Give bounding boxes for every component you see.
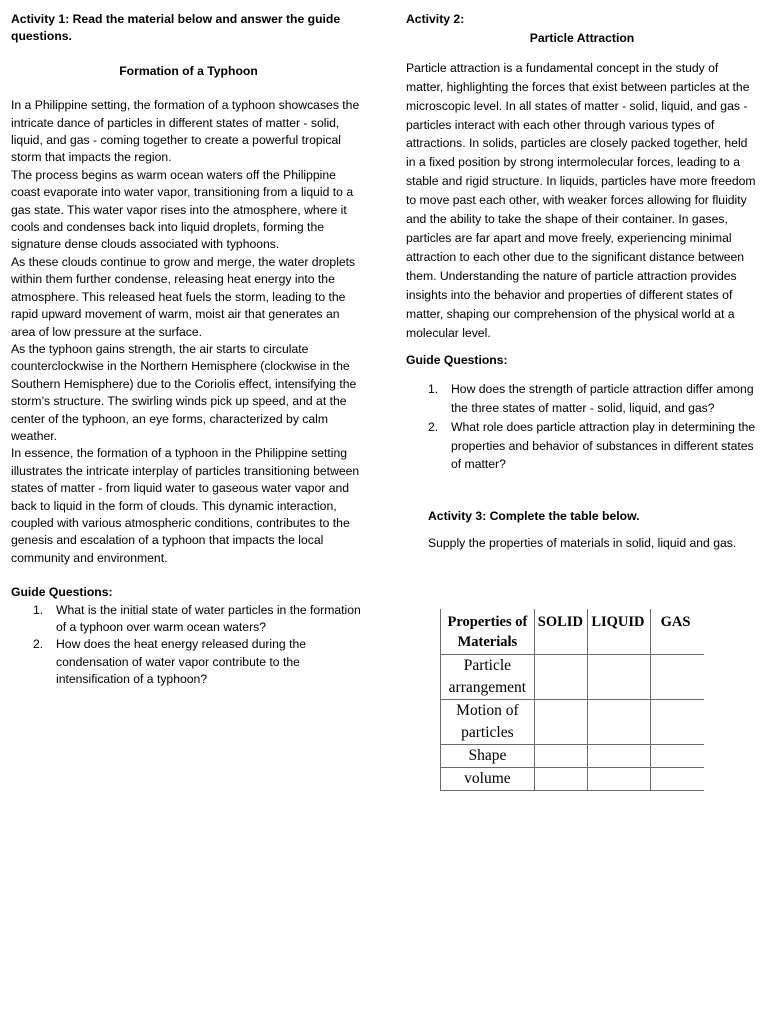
- question-number: 1.: [33, 602, 44, 617]
- question-number: 2.: [33, 637, 44, 652]
- activity1-reading-text: [11, 97, 366, 567]
- activity1-heading: Activity 1: Read the material below and answer the guide questions.: [11, 12, 341, 44]
- guide-question-item: [406, 380, 758, 418]
- liquid-cell[interactable]: [588, 655, 650, 700]
- solid-cell[interactable]: [534, 745, 588, 768]
- question-number: 1.: [428, 381, 439, 396]
- properties-table-wrapper: [440, 609, 704, 791]
- activity2-title: Particle Attraction: [529, 31, 635, 46]
- activity2-column: [406, 11, 758, 552]
- header-properties-of-materials: Properties of Materials: [441, 609, 535, 655]
- activity1-guide-questions-list: [11, 602, 366, 689]
- question-text: How does the heat energy released during the condensation of water vapor contribute to the intensification of a typhoon?: [56, 637, 307, 687]
- row-label: Particle arrangement: [441, 655, 535, 700]
- activity2-guide-questions-heading: Guide Questions:: [406, 353, 508, 368]
- activity1-paragraph: In essence, the formation of a typhoon in the Philippine setting illustrates the intricate interplay of particles transitioning between states of matter - from liquid water to gaseous water vapor and back to liquid in the form of clouds. This dynamic interaction, coupled with various atmospheric conditions, contributes to the genesis and escalation of a typhoon that impacts the local community and environment.: [11, 446, 360, 565]
- activity1-guide-questions-heading: Guide Questions:: [11, 585, 113, 600]
- activity1-column: [11, 11, 366, 689]
- question-text: How does the strength of particle attraction differ among the three states of matter - solid, liquid, and gas?: [451, 381, 754, 415]
- table-row: [441, 745, 705, 768]
- row-label: Shape: [441, 745, 535, 768]
- activity1-paragraph: In a Philippine setting, the formation of a typhoon showcases the intricate dance of particles in different states of matter - solid, liquid, and gas - coming together to create a powerful tropical storm that impacts the region.: [11, 98, 360, 165]
- activity1-paragraph: As the typhoon gains strength, the air starts to circulate counterclockwise in the Northern Hemisphere (clockwise in the Southern Hemisphere) due to the Coriolis effect, intensifying the storm’s structure. The swirling winds pick up speed, and at the center of the typhoon, an eye forms, characterized by calm weather.: [11, 341, 357, 443]
- liquid-cell[interactable]: [588, 768, 650, 791]
- table-row: [441, 655, 705, 700]
- table-row: [441, 768, 705, 791]
- solid-cell[interactable]: [534, 768, 588, 791]
- question-text: What role does particle attraction play in determining the properties and behavior of substances in different states of matter?: [451, 419, 756, 472]
- liquid-cell[interactable]: [588, 745, 650, 768]
- table-row: [441, 700, 705, 745]
- activity1-paragraph: The process begins as warm ocean waters off the Philippine coast evaporate into water vapor, transitioning from a liquid to a gas state. This water vapor rises into the atmosphere, where it cools and condenses back into liquid droplets, forming the signature dense clouds associated with typhoons.: [11, 167, 354, 252]
- activity2-reading-text: Particle attraction is a fundamental concept in the study of matter, highlighting the forces that exist between particles at the microscopic level. In all states of matter - solid, liquid, and gas - particles interact with each other through various types of attractions. In solids, particles are closely packed together, held in a fixed position by strong intermolecular forces, leading to a stable and rigid structure. In liquids, particles have more freedom to move past each other, with weaker forces allowing for fluidity and the ability to take the shape of their container. In gases, particles are far apart and move freely, experiencing minimal attraction to each other due to the significant distance between them. Understanding the nature of particle attraction provides insights into the behavior and properties of different states of matter, shaping our comprehension of the physical world at a molecular level.: [406, 60, 756, 340]
- question-text: What is the initial state of water particles in the formation of a typhoon over warm ocean waters?: [56, 602, 361, 634]
- table-header-row: [441, 609, 705, 655]
- activity3-heading: Activity 3: Complete the table below.: [428, 509, 640, 524]
- activity3-instruction: Supply the properties of materials in solid, liquid and gas.: [428, 535, 737, 550]
- gas-cell[interactable]: [650, 745, 704, 768]
- solid-cell[interactable]: [534, 700, 588, 745]
- activity2-guide-questions-list: [406, 380, 758, 475]
- activity1-paragraph: As these clouds continue to grow and merge, the water droplets within them further condense, releasing heat energy into the atmosphere. This released heat fuels the storm, leading to the rapid upward movement of warm, moist air that generates an area of low pressure at the surface.: [11, 254, 356, 339]
- properties-table: [440, 609, 704, 791]
- row-label: Motion of particles: [441, 700, 535, 745]
- header-gas: GAS: [650, 609, 704, 655]
- gas-cell[interactable]: [650, 655, 704, 700]
- guide-question-item: [11, 602, 366, 637]
- liquid-cell[interactable]: [588, 700, 650, 745]
- header-liquid: LIQUID: [588, 609, 650, 655]
- header-solid: SOLID: [534, 609, 588, 655]
- activity2-heading: Activity 2:: [406, 12, 465, 26]
- gas-cell[interactable]: [650, 768, 704, 791]
- question-number: 2.: [428, 419, 439, 434]
- guide-question-item: [11, 636, 366, 688]
- solid-cell[interactable]: [534, 655, 588, 700]
- guide-question-item: [406, 418, 758, 475]
- activity1-title: Formation of a Typhoon: [119, 63, 258, 78]
- row-label: volume: [441, 768, 535, 791]
- gas-cell[interactable]: [650, 700, 704, 745]
